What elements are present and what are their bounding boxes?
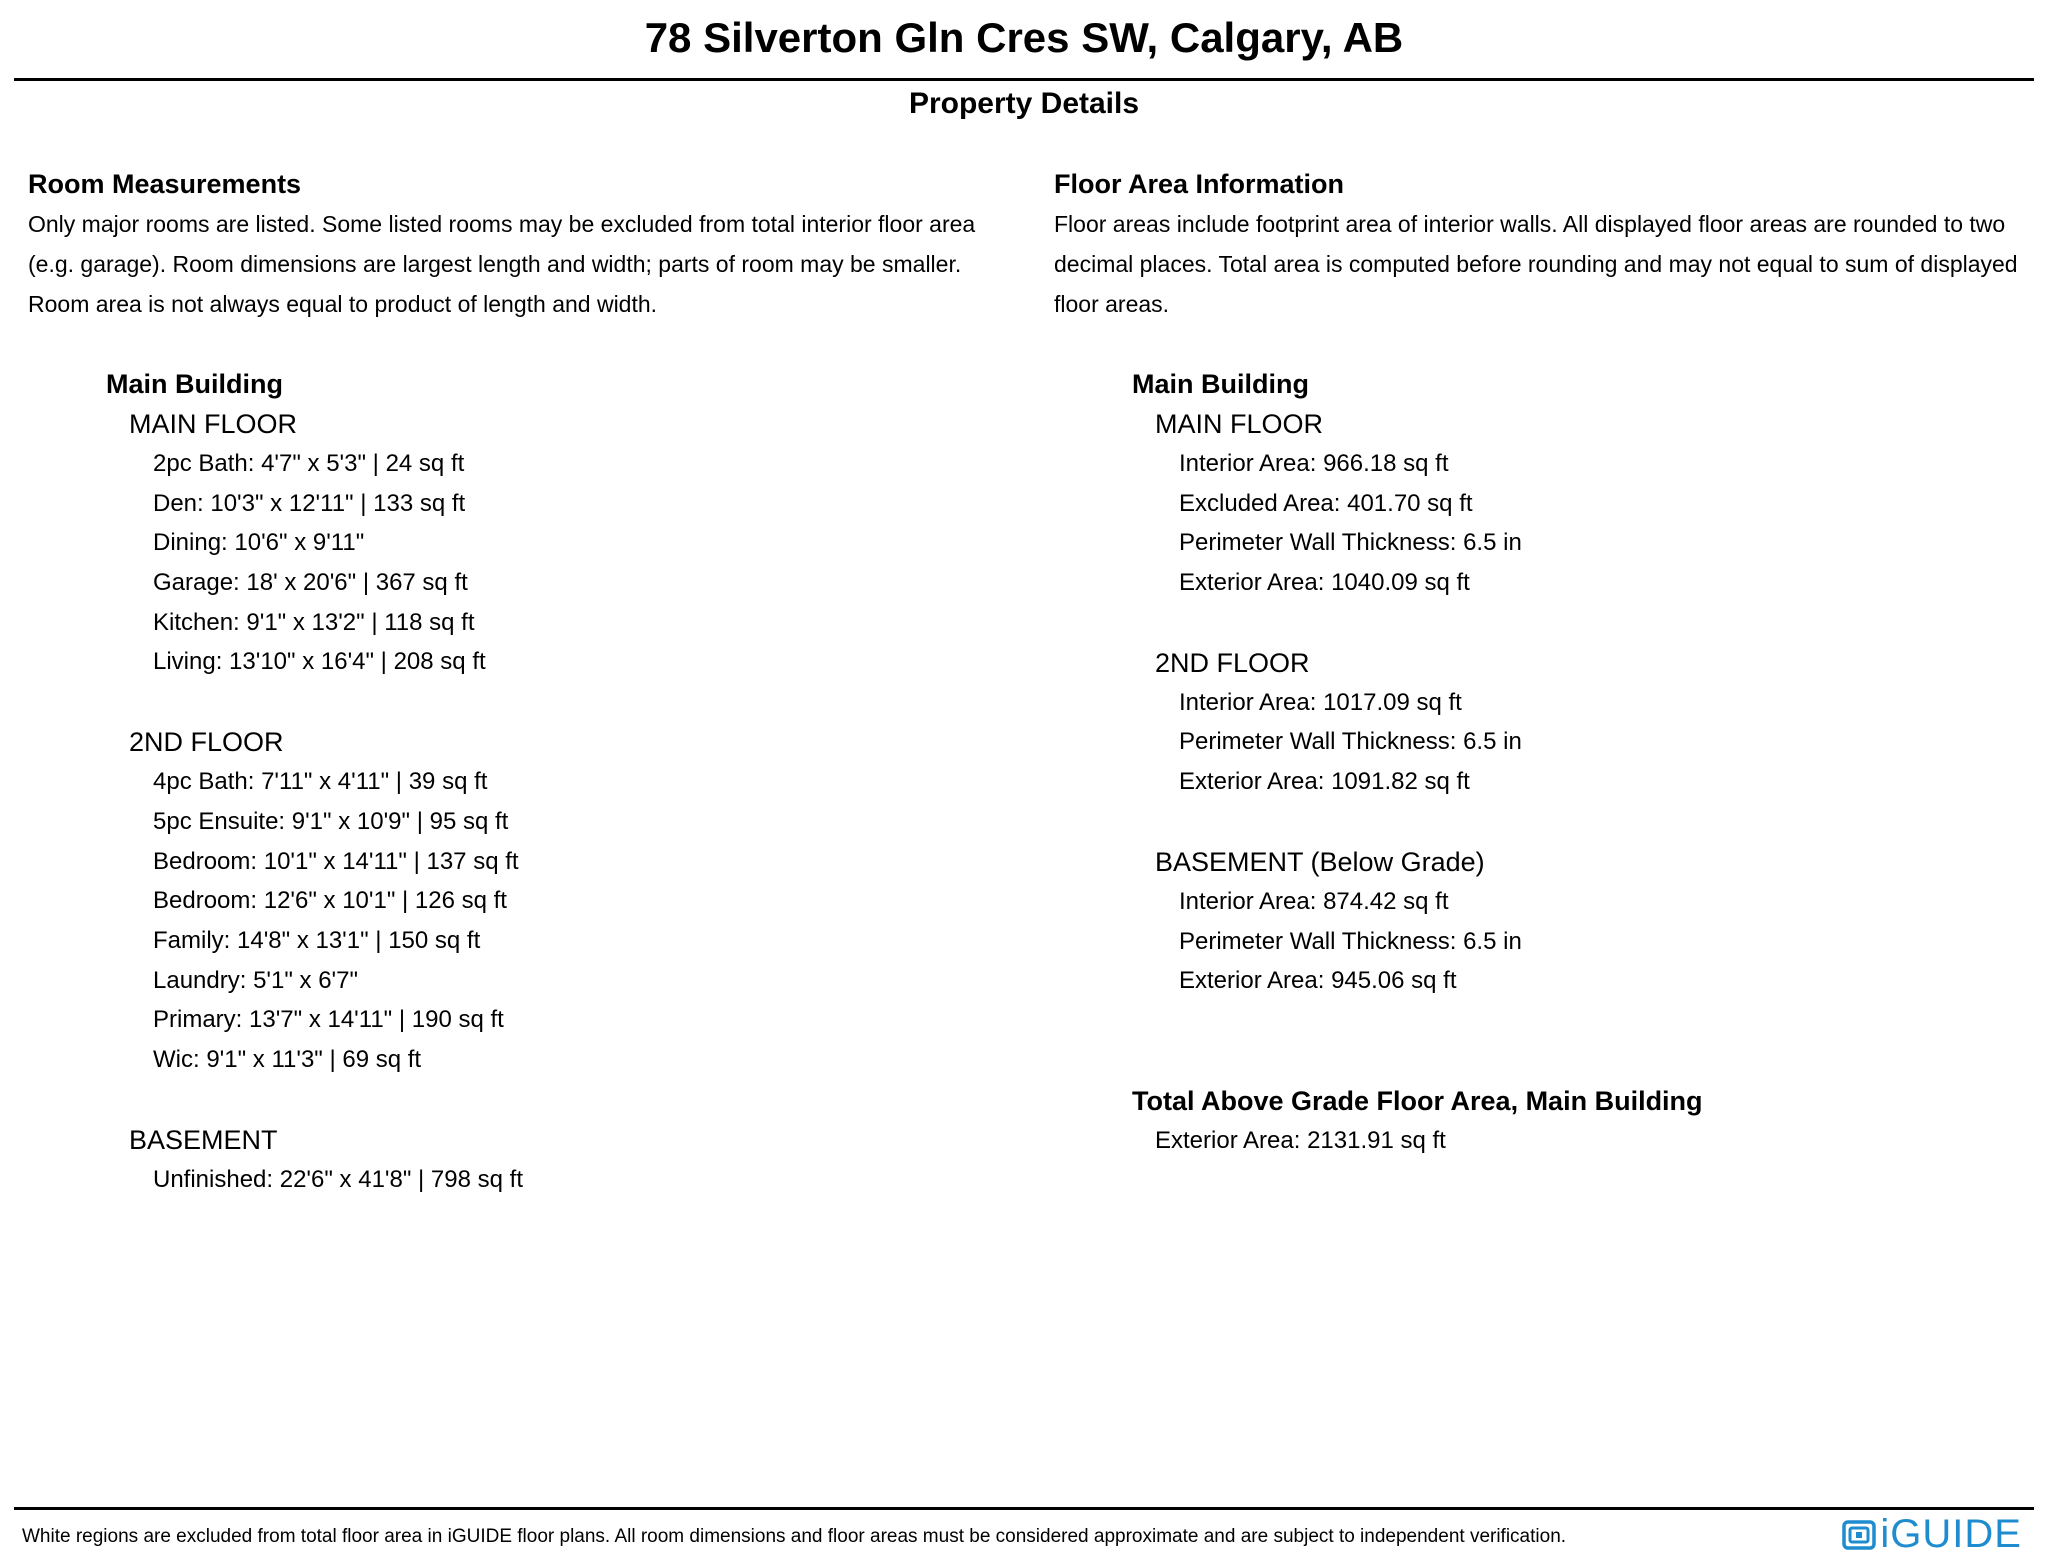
- room-item: Bedroom: 12'6" x 10'1" | 126 sq ft: [153, 887, 507, 915]
- floor-area-heading: Floor Area Information: [1054, 169, 1345, 199]
- room-item: Den: 10'3" x 12'11" | 133 sq ft: [153, 489, 466, 517]
- room-item: Family: 14'8" x 13'1" | 150 sq ft: [153, 926, 481, 954]
- floor-heading-2nd: 2ND FLOOR: [1155, 647, 1310, 678]
- iguide-logo-icon: [1842, 1517, 1876, 1551]
- room-item: Bedroom: 10'1" x 14'11" | 137 sq ft: [153, 847, 519, 875]
- room-measurements-column: [28, 164, 1028, 1199]
- floor-area-column: [1054, 164, 2044, 1161]
- room-item: Unfinished: 22'6" x 41'8" | 798 sq ft: [153, 1165, 523, 1193]
- note-line: floor areas.: [1054, 291, 1170, 317]
- note-line: Room area is not always equal to product of length and width.: [28, 291, 658, 317]
- room-item: Wic: 9'1" x 11'3" | 69 sq ft: [153, 1045, 422, 1073]
- page-title: 78 Silverton Gln Cres SW, Calgary, AB: [644, 14, 1404, 61]
- room-item: 2pc Bath: 4'7" x 5'3" | 24 sq ft: [153, 450, 465, 477]
- total-area-heading: Total Above Grade Floor Area, Main Building: [1132, 1085, 1703, 1116]
- room-measurements-note: [28, 204, 1028, 364]
- iguide-logo: [1842, 1514, 2022, 1554]
- footer-disclaimer: White regions are excluded from total floor area in iGUIDE floor plans. All room dimensions and floor areas must be considered approximate and are subject to independent verification.: [22, 1526, 1567, 1547]
- note-line: Only major rooms are listed. Some listed rooms may be excluded from total interior floor area: [28, 211, 976, 237]
- room-measurements-heading: Room Measurements: [28, 169, 302, 199]
- room-item: Primary: 13'7" x 14'11" | 190 sq ft: [153, 1006, 504, 1034]
- footer-divider: [14, 1507, 2034, 1510]
- floor-heading-basement: BASEMENT: [129, 1124, 278, 1155]
- area-item: Interior Area: 966.18 sq ft: [1179, 450, 1449, 477]
- area-item: Exterior Area: 1091.82 sq ft: [1179, 768, 1470, 796]
- floor-heading-main: MAIN FLOOR: [129, 409, 298, 439]
- floor-area-note: [1054, 204, 2044, 364]
- header-divider: [14, 78, 2034, 81]
- room-item: Kitchen: 9'1" x 13'2" | 118 sq ft: [153, 608, 475, 636]
- room-item: 5pc Ensuite: 9'1" x 10'9" | 95 sq ft: [153, 807, 509, 835]
- floor-heading-main: MAIN FLOOR: [1155, 409, 1324, 439]
- area-item: Exterior Area: 1040.09 sq ft: [1179, 569, 1470, 597]
- building-heading: Main Building: [106, 369, 283, 399]
- building-heading: Main Building: [1132, 369, 1309, 399]
- room-item: Garage: 18' x 20'6" | 367 sq ft: [153, 569, 468, 597]
- area-item: Interior Area: 874.42 sq ft: [1179, 887, 1449, 915]
- room-item: Dining: 10'6" x 9'11": [153, 529, 365, 557]
- floor-heading-2nd: 2ND FLOOR: [129, 727, 284, 758]
- room-item: 4pc Bath: 7'11" x 4'11" | 39 sq ft: [153, 768, 488, 796]
- room-item: Living: 13'10" x 16'4" | 208 sq ft: [153, 648, 486, 676]
- area-item: Interior Area: 1017.09 sq ft: [1179, 688, 1462, 716]
- floor-heading-basement: BASEMENT (Below Grade): [1155, 846, 1485, 877]
- area-item: Perimeter Wall Thickness: 6.5 in: [1179, 927, 1522, 955]
- area-item: Perimeter Wall Thickness: 6.5 in: [1179, 529, 1522, 557]
- area-item: Perimeter Wall Thickness: 6.5 in: [1179, 728, 1522, 756]
- note-line: decimal places. Total area is computed before rounding and may not equal to sum of displayed: [1054, 251, 2018, 277]
- iguide-logo-text: iGUIDE: [1880, 1512, 2022, 1556]
- room-item: Laundry: 5'1" x 6'7": [153, 966, 358, 994]
- page-subtitle: Property Details: [908, 87, 1140, 120]
- note-line: (e.g. garage). Room dimensions are largest length and width; parts of room may be smaller.: [28, 251, 962, 277]
- area-item: Excluded Area: 401.70 sq ft: [1179, 489, 1473, 517]
- area-item: Exterior Area: 945.06 sq ft: [1179, 967, 1457, 995]
- note-line: Floor areas include footprint area of interior walls. All displayed floor areas are rounded to two: [1054, 211, 2006, 237]
- total-area-value: Exterior Area: 2131.91 sq ft: [1155, 1126, 1446, 1154]
